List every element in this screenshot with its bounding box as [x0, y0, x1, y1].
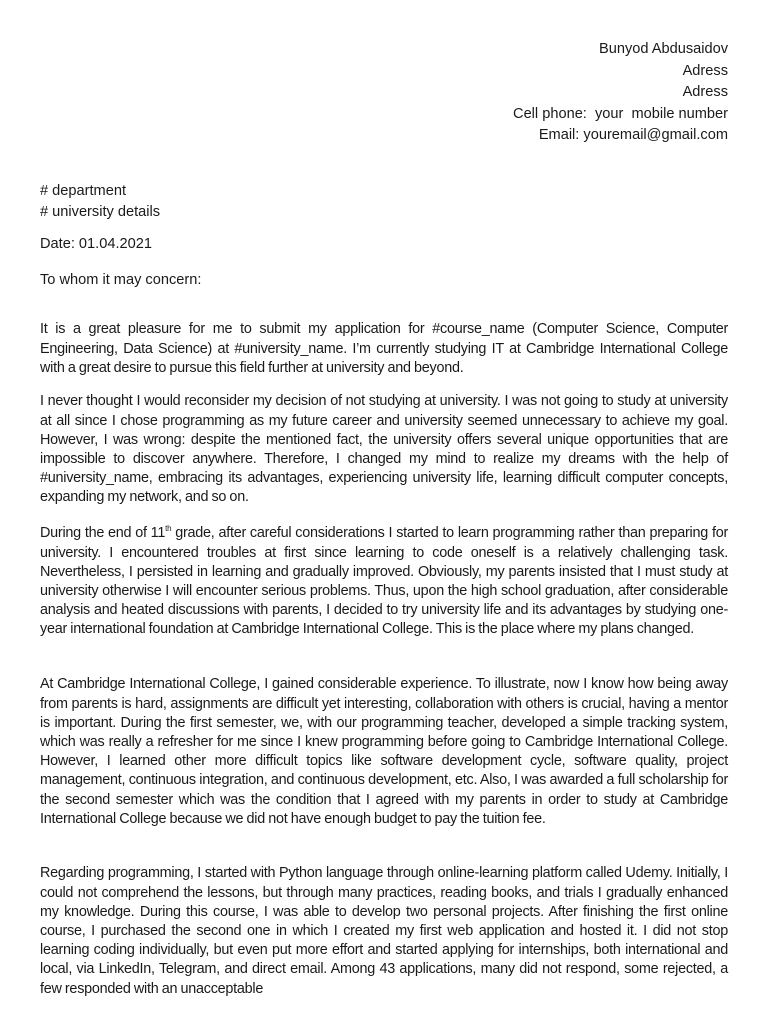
paragraph-college-experience: At Cambridge International College, I gained considerable experience. To illustrate, now I know how being away from parents is hard, assignments are difficult yet interesting, collaboration with others is crucial, having a mentor is important. During the first semester, we, with our programming teacher, developed a simple tracking system, which was really a refresher for me since I knew programming before going to Cambridge International College. However, I learned other more difficult topics like software development cycle, software quality, project management, continuous integration, and continuous development, etc. Also, I was awarded a full scholarship for the second semester which was the condition that I agreed with my parents in order to study at Cambridge International College because we did not have enough budget to pay the tuition fee.: [40, 676, 728, 827]
paragraph-background-rest: grade, after careful considerations I started to learn programming rather than preparing for university. I encountered troubles at first since learning to code oneself is a relatively challenging task. Nevertheless, I persisted in learning and gradually improved. Obviously, my parents insisted that I must study at university otherwise I will encounter serious problems. Thus, upon the high school graduation, after considerable analysis and heated discussions with parents, I decided to try university life and its advantages by studying one-year international foundation at Cambridge International College. This is the place where my plans changed.: [40, 525, 728, 638]
recipient-department: # department: [40, 183, 126, 199]
recipient-block: [40, 181, 160, 223]
letter-date: Date: 01.04.2021: [40, 236, 152, 252]
paragraph-programming: Regarding programming, I started with Python language through online-learning platform called Udemy. Initially, I could not comprehend the lessons, but through many practices, reading books, and trials I gradually enhanced my knowledge. During this course, I was able to develop two personal projects. After finishing the first online course, I purchased the second one in which I created my first web application and hosted it. I did not stop learning coding individually, but even put more effort and started applying for internships, both international and local, via LinkedIn, Telegram, and direct email. Among 43 applications, many did not respond, some rejected, a few responded with an unacceptable: [40, 865, 728, 997]
sender-address-line-2: Adress: [682, 84, 728, 101]
sender-email: Email: youremail@gmail.com: [538, 127, 728, 144]
paragraph-decision: I never thought I would reconsider my decision of not studying at university. I was not going to study at university at all since I chose programming as my future career and university seemed unnecessary to achieve my goal. However, I was wrong: despite the mentioned fact, the university offers several unique opportunities that are impossible to discover anywhere. Therefore, I changed my mind to realize my dreams with the help of #university_name, embracing its advantages, experiencing university life, learning difficult computer concepts, expanding my network, and so on.: [40, 393, 728, 506]
paragraph-background-start: During the end of 11: [40, 525, 166, 542]
paragraph-background: [40, 524, 728, 639]
sender-address-line-1: Adress: [682, 62, 728, 79]
sender-phone: Cell phone: your mobile number: [513, 105, 728, 122]
sender-name: Bunyod Abdusaidov: [598, 41, 728, 57]
paragraph-intro: It is a great pleasure for me to submit my application for #course_name (Computer Science, Computer Engineering, Data Science) at #university_name. I’m currently studying IT at Cambridge International College with a great desire to pursue this field further at university and beyond.: [40, 321, 728, 376]
ordinal-superscript: th: [165, 524, 172, 534]
salutation: To whom it may concern:: [40, 272, 202, 288]
sender-block: [513, 39, 728, 147]
recipient-university: # university details: [40, 204, 161, 220]
